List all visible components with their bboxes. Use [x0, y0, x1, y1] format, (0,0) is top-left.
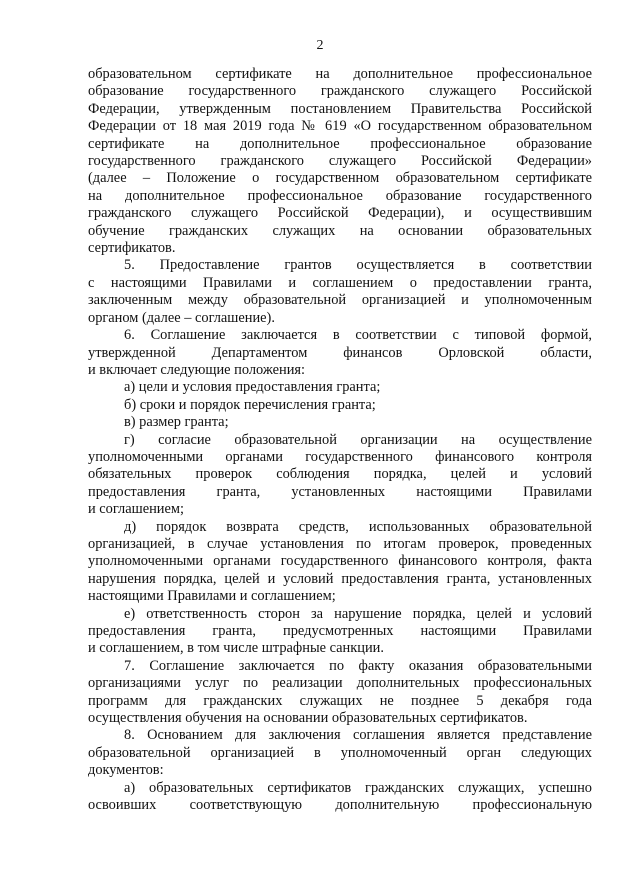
text-line: предоставления гранта, предусмотренных настоящими Правилами — [88, 623, 592, 639]
text-line: органом (далее – соглашение). — [88, 309, 275, 326]
text-line: 8. Основанием для заключения соглашения является представление — [124, 727, 592, 744]
text-line: а) цели и условия предоставления гранта; — [124, 379, 381, 396]
text-line: Федерации от 18 мая 2019 года № 619 «О государственном образовательном — [88, 118, 592, 135]
text-line: сертификате на дополнительное профессиональное образование — [88, 135, 592, 152]
text-line: предоставления гранта, установленных настоящими Правилами — [88, 483, 592, 500]
text-line: утвержденной Департаментом финансов Орловской области, — [88, 344, 592, 361]
text-line: а) образовательных сертификатов гражданских служащих, успешно — [124, 779, 592, 796]
text-line: осуществления обучения на основании образовательных сертификатов. — [88, 710, 528, 727]
text-line: государственного гражданского служащего Российской Федерации» — [88, 153, 592, 170]
text-line: и включает следующие положения: — [88, 361, 306, 378]
text-line: образовательном сертификате на дополнительное профессиональное — [88, 66, 592, 82]
text-line: г) согласие образовательной организации на осуществление — [124, 431, 592, 448]
text-line: программ для гражданских служащих не позднее 5 декабря года — [88, 692, 592, 709]
text-line: д) порядок возврата средств, использованных образовательной — [124, 518, 592, 535]
text-line: уполномоченными органами государственного финансового контроля — [88, 448, 592, 465]
text-line: Федерации, утвержденным постановлением Правительства Российской — [88, 100, 592, 117]
text-line: 5. Предоставление грантов осуществляется в соответствии — [124, 257, 592, 274]
text-line: образование государственного гражданского служащего Российской — [88, 83, 592, 100]
text-line: и соглашением; — [88, 501, 184, 518]
text-line: (далее – Положение о государственном образовательном сертификате — [88, 170, 592, 187]
text-line: обязательных проверок соблюдения порядка, целей и условий — [88, 466, 592, 483]
text-line: е) ответственность сторон за нарушение порядка, целей и условий — [124, 605, 592, 622]
text-line: документов: — [88, 762, 164, 779]
text-line: образовательной организацией в уполномоченный орган следующих — [88, 744, 592, 761]
text-line: нарушения порядка, целей и условий предоставления гранта, установленных — [88, 570, 592, 587]
text-line: на дополнительное профессиональное образование государственного — [88, 187, 592, 204]
text-line: 6. Соглашение заключается в соответствии с типовой формой, — [124, 327, 592, 344]
text-line: организациями услуг по реализации дополнительных профессиональных — [88, 675, 592, 692]
text-line: с настоящими Правилами и соглашением о предоставлении гранта, — [88, 274, 592, 291]
text-line: настоящими Правилами и соглашением; — [88, 588, 336, 605]
document-body — [88, 66, 592, 814]
text-line: освоивших соответствующую дополнительную профессиональную — [88, 797, 592, 814]
text-line: обучение гражданских служащих на основании образовательных — [88, 222, 592, 239]
text-line: гражданского служащего Российской Федерации), и осуществившим — [88, 205, 592, 222]
text-line: и соглашением, в том числе штрафные санкции. — [88, 640, 384, 657]
text-line: уполномоченными органами государственного финансового контроля, факта — [88, 553, 592, 570]
text-line: организацией, в случае установления по итогам проверок, проведенных — [88, 535, 592, 552]
text-line: в) размер гранта; — [124, 414, 229, 431]
text-line: 7. Соглашение заключается по факту оказания образовательными — [124, 657, 592, 674]
text-line: сертификатов. — [88, 240, 176, 257]
text-line: заключенным между образовательной организацией и уполномоченным — [88, 292, 592, 309]
page-number: 2 — [316, 38, 324, 53]
text-line: б) сроки и порядок перечисления гранта; — [124, 396, 376, 413]
